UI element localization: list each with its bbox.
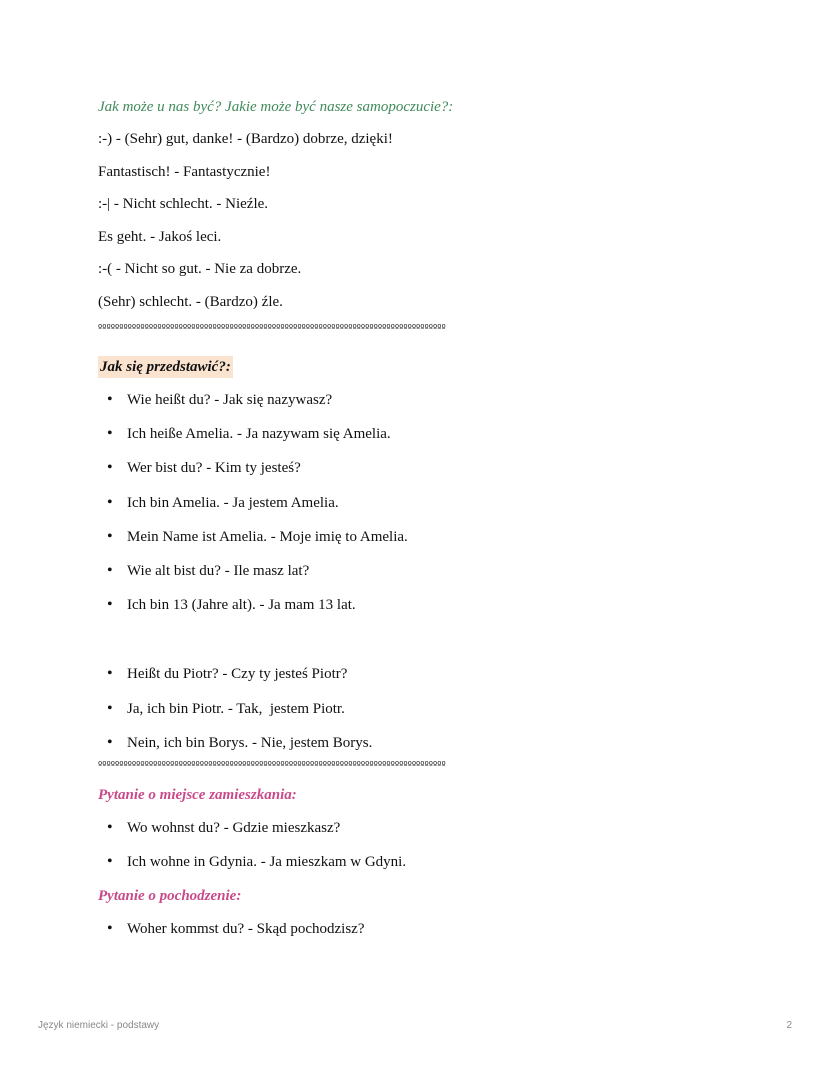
list-item: • Ja, ich bin Piotr. - Tak, jestem Piotr. (98, 698, 788, 720)
section-heading-residence: Pytanie o miejsce zamieszkania: (98, 786, 297, 803)
text-line: Es geht. - Jakoś leci. (98, 228, 222, 245)
decorative-separator: ºººººººººººººººººººººººººººººººººººººººººººººººººººººººººººººººººººººººººººººººººº (98, 760, 446, 771)
footer-title: Język niemiecki - podstawy (38, 1020, 160, 1031)
list-item: • Ich heiße Amelia. - Ja nazywam się Amelia. (98, 423, 788, 445)
section-heading-introduction: Jak się przedstawić?: (98, 356, 233, 378)
phrase-list-residence (98, 817, 788, 873)
list-item: • Ich bin 13 (Jahre alt). - Ja mam 13 lat. (98, 594, 788, 616)
list-item: • Nein, ich bin Borys. - Nie, jestem Borys. (98, 732, 788, 754)
text-line: :-( - Nicht so gut. - Nie za dobrze. (98, 261, 302, 277)
text-line: :-) - (Sehr) gut, danke! - (Bardzo) dobrze, dzięki! (98, 131, 393, 147)
text-line: Fantastisch! - Fantastycznie! (98, 163, 271, 180)
phrase-list-origin (98, 918, 788, 940)
list-item: • Mein Name ist Amelia. - Moje imię to Amelia. (98, 526, 788, 548)
phrase-list-name-check (98, 663, 788, 753)
text-line: (Sehr) schlecht. - (Bardzo) źle. (98, 293, 283, 310)
decorative-separator: ºººººººººººººººººººººººººººººººººººººººººººººººººººººººººººººººººººººººººººººººººº (98, 324, 446, 334)
spacer (98, 628, 788, 663)
section-heading-origin: Pytanie o pochodzenie: (98, 888, 242, 905)
list-item: • Wie heißt du? - Jak się nazywasz? (98, 389, 788, 411)
list-item: • Heißt du Piotr? - Czy ty jesteś Piotr? (98, 663, 788, 685)
list-item: • Wie alt bist du? - Ile masz lat? (98, 560, 788, 582)
list-item: • Woher kommst du? - Skąd pochodzisz? (98, 918, 788, 940)
text-line: :-| - Nicht schlecht. - Nieźle. (98, 196, 269, 212)
page-number: 2 (786, 1020, 792, 1031)
list-item: • Ich bin Amelia. - Ja jestem Amelia. (98, 492, 788, 514)
list-item: • Ich wohne in Gdynia. - Ja mieszkam w Gdyni. (98, 851, 788, 873)
phrase-list-introduction (98, 389, 788, 616)
section-heading-wellbeing: Jak może u nas być? Jakie może być nasze samopoczucie?: (98, 99, 454, 115)
list-item: • Wo wohnst du? - Gdzie mieszkasz? (98, 817, 788, 839)
list-item: • Wer bist du? - Kim ty jesteś? (98, 457, 788, 479)
document-body (98, 96, 788, 952)
